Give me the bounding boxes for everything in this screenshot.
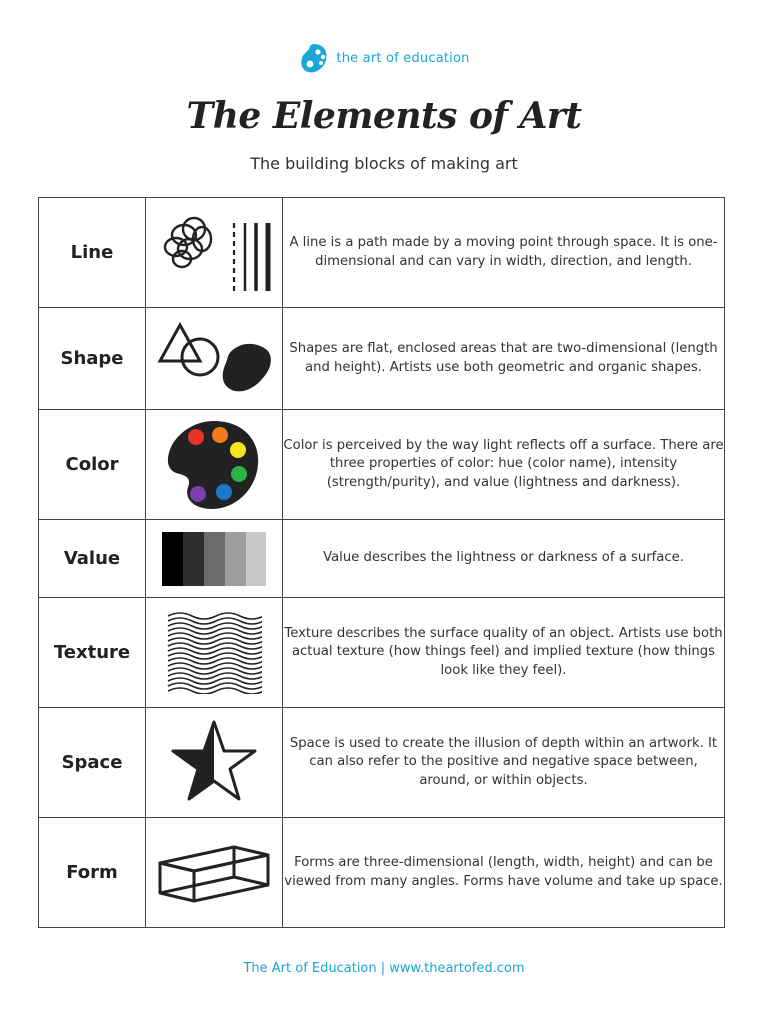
table-row [39,520,725,598]
table-row [39,410,725,520]
logo-text: the art of education [336,50,470,66]
row-label: Line [39,198,146,308]
table-row [39,708,725,818]
palette-icon [164,417,264,513]
row-description: Space is used to create the illusion of depth within an artwork. It can also refer to the positive and negative space between, around, or within objects. [283,708,725,818]
footer-text: The Art of Education | www.theartofed.com [243,961,525,976]
row-label: Texture [39,598,146,708]
row-description: A line is a path made by a moving point through space. It is one-dimensional and can vary in width, direction, and length. [283,198,725,308]
row-label: Space [39,708,146,818]
row-description: Texture describes the surface quality of an object. Artists use both actual texture (how things feel) and implied texture (how things look like they feel). [283,598,725,708]
purple-paint-dot [190,486,206,502]
wavy-texture-icon [166,612,262,694]
table-row [39,198,725,308]
elements-table [38,197,725,928]
orange-paint-dot [212,427,228,443]
line-icon [154,211,274,295]
table-row [39,818,725,928]
box-icon [154,841,274,905]
blue-paint-dot [216,484,232,500]
table-row [39,308,725,410]
yellow-paint-dot [230,442,246,458]
row-label: Color [39,410,146,520]
green-paint-dot [231,466,247,482]
value-scale-icon [162,532,266,586]
red-paint-dot [188,429,204,445]
table-row [39,598,725,708]
shape-icon [152,315,276,403]
palette-logo-icon [298,40,330,76]
row-label: Value [39,520,146,598]
page-title: The Elements of Art [186,95,582,137]
half-star-icon [169,718,259,808]
row-description: Color is perceived by the way light reflects off a surface. There are three properties of color: hue (color name), intensity (strength/purity), and value (lightness and darkness). [283,410,725,520]
row-description: Value describes the lightness or darkness of a surface. [283,520,725,598]
row-label: Shape [39,308,146,410]
row-description: Shapes are flat, enclosed areas that are two-dimensional (length and height). Artists use both geometric and organic shapes. [283,308,725,410]
row-label: Form [39,818,146,928]
row-description: Forms are three-dimensional (length, width, height) and can be viewed from many angles. Forms have volume and take up space. [283,818,725,928]
page-subtitle: The building blocks of making art [250,154,518,173]
brand-logo [0,40,768,76]
